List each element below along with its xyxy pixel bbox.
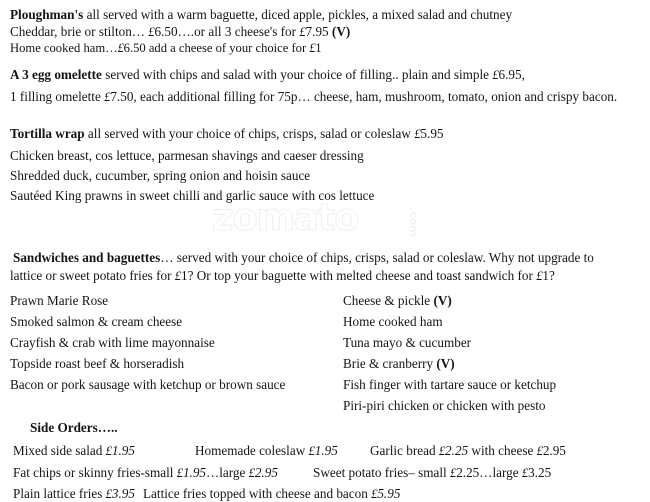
ploughmans-heading-rest: all served with a warm baguette, diced apple, pickles, a mixed salad and chutney bbox=[83, 7, 513, 22]
tortilla-item bbox=[10, 148, 364, 163]
side-order-label: Garlic bread bbox=[370, 443, 439, 458]
ploughmans-line3-b: add a cheese of your choice for bbox=[145, 41, 310, 55]
currency-symbol: £ bbox=[308, 444, 315, 458]
sandwich-label: Prawn Marie Rose bbox=[10, 293, 109, 308]
currency-symbol: £ bbox=[521, 466, 529, 480]
list-item bbox=[343, 356, 455, 371]
sandwich-label: Topside roast beef & horseradish bbox=[10, 356, 185, 371]
currency-symbol: £ bbox=[105, 487, 112, 501]
sandwich-label: Crayfish & crab with lime mayonnaise bbox=[10, 335, 215, 350]
side-order-price: 1.95 bbox=[314, 443, 338, 458]
currency-symbol: £ bbox=[104, 90, 111, 104]
tortilla-heading-rest: all served with your choice of chips, crisps, salad or coleslaw bbox=[84, 126, 415, 141]
list-item bbox=[10, 314, 182, 329]
side-order-price: 1.95 bbox=[182, 465, 207, 480]
sandwich-label: Tuna mayo & cucumber bbox=[343, 335, 472, 350]
list-item bbox=[343, 314, 443, 329]
sandwich-label: Home cooked ham bbox=[343, 314, 443, 329]
list-item bbox=[343, 398, 546, 413]
sandwich-label: Smoked salmon & cream cheese bbox=[10, 314, 183, 329]
tortilla-item-label: Chicken breast, cos lettuce, parmesan shavings and caeser dressing bbox=[10, 148, 364, 163]
sandwich-label: Fish finger with tartare sauce or ketchup bbox=[343, 377, 557, 392]
side-order-mid: with cheese bbox=[468, 443, 537, 458]
side-order-label: Homemade coleslaw bbox=[195, 443, 309, 458]
omelette-price-1: 6.95 bbox=[498, 67, 522, 82]
list-item bbox=[343, 335, 471, 350]
omelette-heading: A 3 egg omelette bbox=[10, 67, 102, 82]
ploughmans-line-2 bbox=[10, 24, 350, 40]
zomato-watermark bbox=[212, 201, 440, 237]
side-order-price: 1.95 bbox=[111, 443, 135, 458]
side-order-item bbox=[370, 443, 566, 459]
ploughmans-heading: Ploughman's bbox=[10, 7, 84, 22]
side-order-mid: …large bbox=[479, 465, 522, 480]
currency-symbol: £ bbox=[449, 466, 457, 480]
currency-symbol: £ bbox=[174, 269, 181, 283]
sandwiches-heading-rest: … served with your choice of chips, crisps, salad or coleslaw. Why not upgrade to bbox=[160, 250, 594, 265]
omelette-line2-a: 1 filling omelette bbox=[10, 89, 105, 104]
tortilla-item bbox=[10, 168, 310, 183]
sandwiches-upgrade-price-1: 1 bbox=[180, 268, 188, 283]
side-orders-heading bbox=[30, 420, 118, 435]
veg-marker: (V) bbox=[436, 356, 455, 371]
sandwiches-line2-c: ? bbox=[549, 268, 555, 283]
side-order-mid: …large bbox=[206, 465, 249, 480]
side-order-label: Mixed side salad bbox=[13, 443, 106, 458]
currency-symbol: £ bbox=[176, 466, 183, 480]
sandwich-label: Bacon or pork sausage with ketchup or brown sauce bbox=[10, 377, 286, 392]
ploughmans-price-2: 7.95 bbox=[305, 24, 329, 39]
sandwich-label: Piri-piri chicken or chicken with pesto bbox=[343, 398, 546, 413]
tortilla-heading: Tortilla wrap bbox=[10, 126, 85, 141]
side-order-price: 2.25 bbox=[445, 443, 469, 458]
currency-symbol: £ bbox=[492, 68, 499, 82]
ploughmans-price-1: 6.50 bbox=[154, 24, 178, 39]
list-item bbox=[10, 335, 215, 350]
side-order-item bbox=[313, 465, 551, 481]
list-item bbox=[343, 377, 556, 392]
side-order-price-2: 2.95 bbox=[254, 465, 278, 480]
sandwiches-heading: Sandwiches and baguettes bbox=[13, 250, 161, 265]
list-item bbox=[343, 293, 452, 308]
currency-symbol: £ bbox=[117, 41, 124, 55]
sandwiches-line2-a: lattice or sweet potato fries for bbox=[10, 268, 175, 283]
currency-symbol: £ bbox=[105, 444, 112, 458]
currency-symbol: £ bbox=[309, 41, 316, 55]
side-order-price: 5.95 bbox=[377, 486, 401, 501]
sandwiches-upgrade-price-2: 1 bbox=[542, 268, 550, 283]
omelette-price-2: 7.50 bbox=[110, 89, 134, 104]
side-order-label: Plain lattice fries bbox=[13, 486, 106, 501]
omelette-line-2 bbox=[10, 89, 617, 105]
side-order-label: Sweet potato fries– small bbox=[313, 465, 450, 480]
side-order-item bbox=[143, 486, 400, 502]
omelette-heading-rest: served with chips and salad with your choice of filling.. plain and simple bbox=[101, 67, 493, 82]
side-order-label: Fat chips or skinny fries-small bbox=[13, 465, 177, 480]
side-order-item bbox=[13, 465, 278, 481]
side-order-price: 3.95 bbox=[111, 486, 135, 501]
tortilla-price: 5.95 bbox=[420, 126, 444, 141]
omelette-heading-tail: , bbox=[521, 67, 525, 82]
side-order-item bbox=[13, 443, 135, 459]
ploughmans-line-3 bbox=[10, 41, 322, 56]
sandwich-label: Brie & cranberry bbox=[343, 356, 437, 371]
tortilla-item-label: Shredded duck, cucumber, spring onion and hoisin sauce bbox=[10, 168, 311, 183]
ploughmans-line3-a: Home cooked ham… bbox=[10, 41, 118, 55]
ploughmans-price-4: 1 bbox=[315, 41, 322, 55]
side-order-price-2: 2.95 bbox=[542, 443, 566, 458]
watermark-domain: .com bbox=[407, 207, 420, 237]
side-order-price: 2.25 bbox=[456, 465, 480, 480]
side-order-item bbox=[13, 486, 135, 502]
tortilla-heading-line bbox=[10, 126, 444, 142]
omelette-heading-line bbox=[10, 67, 525, 83]
omelette-line2-b: , each additional filling for 75p… cheese, ham, mushroom, tomato, onion and crispy bacon. bbox=[133, 89, 618, 104]
sandwiches-line-2 bbox=[10, 268, 555, 284]
list-item bbox=[10, 377, 285, 392]
list-item bbox=[10, 356, 184, 371]
side-orders-heading-label: Side Orders….. bbox=[30, 420, 118, 435]
ploughmans-heading-line bbox=[10, 7, 512, 22]
side-order-price-2: 3.25 bbox=[528, 465, 552, 480]
currency-symbol: £ bbox=[438, 444, 446, 458]
tortilla-item-label: Sautéed King prawns in sweet chilli and garlic sauce with cos lettuce bbox=[10, 188, 375, 203]
sandwiches-line2-b: ? Or top your baguette with melted cheese and toast sandwich for bbox=[187, 268, 537, 283]
currency-symbol: £ bbox=[536, 444, 543, 458]
sandwich-label: Cheese & pickle bbox=[343, 293, 434, 308]
currency-symbol: £ bbox=[248, 466, 255, 480]
sandwiches-heading-line bbox=[13, 250, 594, 265]
currency-symbol: £ bbox=[414, 127, 421, 141]
currency-symbol: £ bbox=[536, 269, 543, 283]
tortilla-item bbox=[10, 188, 374, 203]
currency-symbol: £ bbox=[371, 487, 378, 501]
list-item bbox=[10, 293, 108, 308]
ploughmans-line2-b: ….or all 3 cheese's for bbox=[177, 24, 300, 39]
veg-marker: (V) bbox=[433, 293, 452, 308]
side-order-item bbox=[195, 443, 338, 459]
side-order-label: Lattice fries topped with cheese and bacon bbox=[143, 486, 372, 501]
currency-symbol: £ bbox=[299, 25, 306, 39]
currency-symbol: £ bbox=[148, 25, 155, 39]
veg-marker: (V) bbox=[331, 24, 351, 39]
ploughmans-line2-a: Cheddar, brie or stilton… bbox=[10, 24, 149, 39]
ploughmans-price-3: 6.50 bbox=[123, 41, 146, 55]
watermark-text: zomato bbox=[212, 201, 359, 237]
